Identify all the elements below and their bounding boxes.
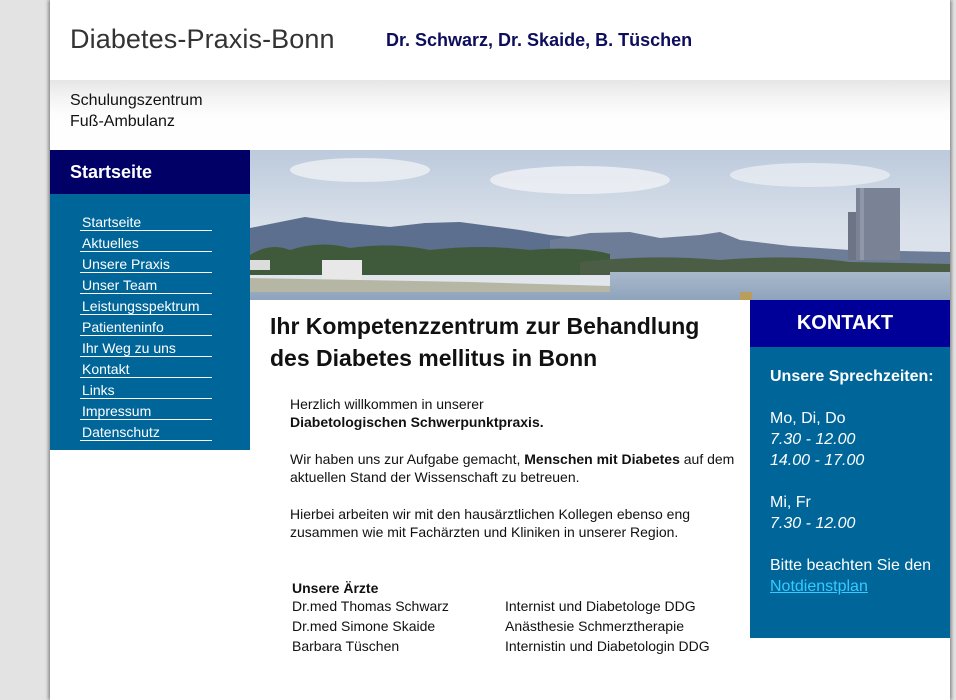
sidebar-item-kontakt[interactable]: Kontakt [80,361,212,378]
schedule-days-1: Mo, Di, Do [770,410,846,427]
schedule-time-1b: 14.00 - 17.00 [770,452,865,469]
welcome-text: Herzlich willkommen in unserer [290,396,484,412]
doctors-heading: Unsere Ärzte [292,580,379,596]
headline-line-1: Ihr Kompetenzzentrum zur Behandlung [270,313,700,339]
cooperation-paragraph: Hierbei arbeiten wir mit den hausärztlichen Kollegen ebenso eng zusammen wie mit Fachärzten und Kliniken in unserer Region. [290,506,691,540]
welcome-paragraph [290,395,750,431]
subline-fuss-ambulanz: Fuß-Ambulanz [70,113,175,130]
sidebar-item-links[interactable]: Links [80,382,212,399]
welcome-bold: Diabetologischen Schwerpunktpraxis. [290,414,544,430]
mission-bold: Menschen mit Diabetes [524,451,680,467]
header-doctors: Dr. Schwarz, Dr. Skaide, B. Tüschen [386,30,693,50]
sidebar-item-leistungsspektrum[interactable]: Leistungsspektrum [80,298,212,315]
schedule-days-2: Mi, Fr [770,494,811,511]
doctor-name: Dr.med Thomas Schwarz [292,598,449,614]
sidebar-item-datenschutz[interactable]: Datenschutz [80,424,212,441]
sidebar-item-aktuelles[interactable]: Aktuelles [80,235,212,252]
schedule-time-2a: 7.30 - 12.00 [770,515,856,532]
sidebar-item-ihr-weg-zu-uns[interactable]: Ihr Weg zu uns [80,340,212,357]
main-headline [270,310,750,374]
sidebar-item-impressum[interactable]: Impressum [80,403,212,420]
sidebar-nav [50,194,250,450]
headline-line-2: des Diabetes mellitus in Bonn [270,345,598,371]
subline-schulungszentrum: Schulungszentrum [70,92,203,109]
schedule-time-1a: 7.30 - 12.00 [770,431,856,448]
contact-panel [750,347,950,638]
doctor-specialty: Anästhesie Schmerztherapie [505,618,684,634]
header-subband [50,80,950,150]
mission-paragraph [290,450,750,486]
mission-post: auf dem aktuellen Stand der Wissenschaft zu betreuen. [290,451,735,485]
table-row [292,618,710,638]
notice-text: Bitte beachten Sie den [770,557,932,574]
table-row [292,598,710,618]
sidebar-heading [50,150,250,194]
mission-pre: Wir haben uns zur Aufgabe gemacht, [290,451,525,467]
doctor-specialty: Internistin und Diabetologin DDG [505,638,710,654]
sidebar-item-unsere-praxis[interactable]: Unsere Praxis [80,256,212,273]
header [50,0,950,80]
sidebar-item-unser-team[interactable]: Unser Team [80,277,212,294]
contact-heading-label: KONTAKT [796,312,894,334]
notdienstplan-link[interactable]: Notdienstplan [770,578,868,595]
doctor-specialty: Internist und Diabetologe DDG [505,598,696,614]
sidebar-item-startseite[interactable]: Startseite [80,214,212,231]
doctor-name: Barbara Tüschen [292,638,400,654]
hours-title: Unsere Sprechzeiten: [770,368,934,385]
rhine-panorama-illustration [250,150,950,300]
doctors-table [292,578,710,658]
sidebar-item-patienteninfo[interactable]: Patienteninfo [80,319,212,336]
site-title[interactable]: Diabetes-Praxis-Bonn [70,24,335,54]
contact-heading [750,300,950,347]
page-container [50,0,950,700]
sidebar-heading-label: Startseite [70,162,153,182]
table-row [292,638,710,658]
doctor-name: Dr.med Simone Skaide [292,618,436,634]
banner-image [250,150,950,300]
